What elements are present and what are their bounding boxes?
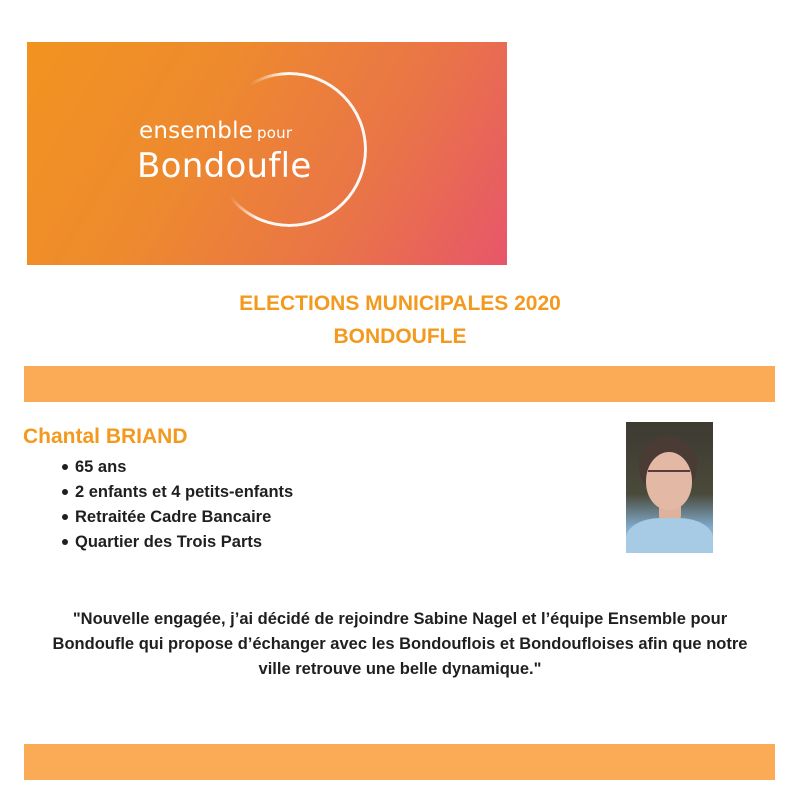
campaign-logo [27, 42, 507, 265]
logo-text-line1: ensemble pour [139, 118, 293, 144]
fact-item-profession: Retraitée Cadre Bancaire [75, 507, 293, 532]
fact-item-family: 2 enfants et 4 petits-enfants [75, 482, 293, 507]
candidate-name: Chantal BRIAND [23, 425, 188, 448]
divider-band-bottom [24, 744, 775, 780]
page-title: ELECTIONS MUNICIPALES 2020 [239, 292, 561, 315]
divider-band-top [24, 366, 775, 402]
fact-item-age: 65 ans [75, 457, 293, 482]
fact-item-neighborhood: Quartier des Trois Parts [75, 532, 293, 557]
candidate-facts-list [75, 457, 293, 557]
candidate-photo [626, 422, 713, 553]
page-subtitle: BONDOUFLE [333, 325, 467, 348]
logo-text-line2: Bondoufle [137, 146, 312, 186]
logo-text-small: pour [257, 124, 293, 142]
candidate-quote: "Nouvelle engagée, j’ai décidé de rejoindre Sabine Nagel et l’équipe Ensemble pour Bondoufle qui propose d’échanger avec les Bondouflois et Bondoufloises afin que notre ville retrouve une belle dynamique." [52, 610, 748, 678]
